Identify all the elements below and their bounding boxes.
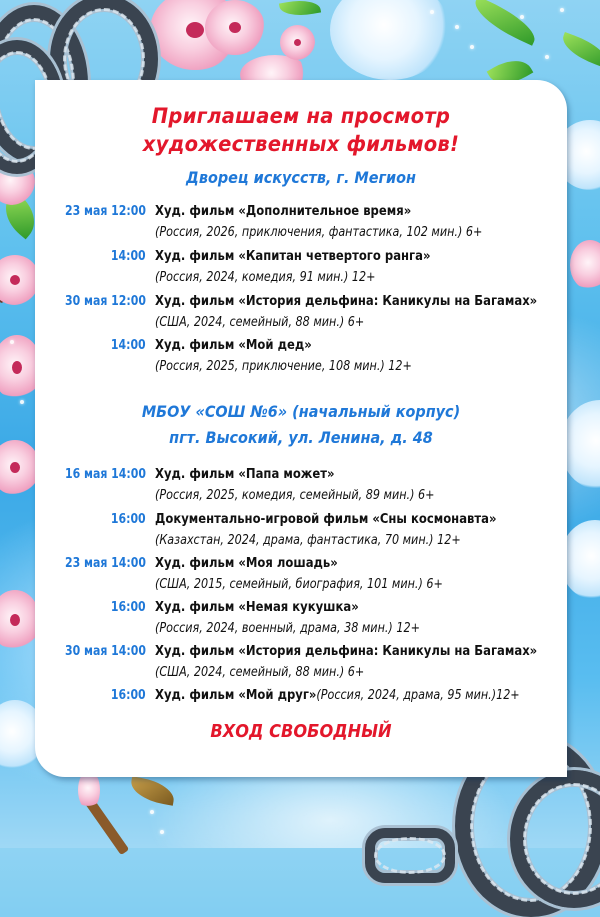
pale-blossom-decoration	[330, 0, 450, 80]
film-info: (США, 2024, семейный, 88 мин.) 6+	[155, 315, 365, 330]
film-title: Худ. фильм «Папа может»	[155, 466, 335, 482]
film-info: (Россия, 2025, комедия, семейный, 89 мин.) 6+	[155, 488, 435, 503]
film-title: Худ. фильм «Мой дед»	[155, 337, 312, 353]
film-info: (Россия, 2026, приключения, фантастика, 102 мин.) 6+	[155, 225, 483, 240]
flower-stem-decoration	[81, 792, 129, 855]
screening-datetime: 14:00	[111, 337, 146, 353]
venue-heading: Дворец искусств, г. Мегион	[186, 168, 416, 187]
film-title: Худ. фильм «Капитан четвертого ранга»	[155, 248, 431, 264]
film-title: Худ. фильм «Мой друг»	[155, 687, 317, 703]
cherry-blossom-decoration	[205, 0, 265, 55]
film-info: (США, 2024, семейный, 88 мин.) 6+	[155, 665, 365, 680]
cherry-blossom-decoration	[0, 255, 40, 305]
screening-datetime: 16:00	[111, 687, 146, 703]
film-title: Худ. фильм «История дельфина: Каникулы на Багамах»	[155, 293, 538, 309]
cherry-blossom-decoration	[0, 160, 35, 205]
film-title: Худ. фильм «Моя лошадь»	[155, 555, 338, 571]
cherry-blossom-decoration	[0, 590, 40, 650]
free-entry-notice: ВХОД СВОБОДНЫЙ	[210, 721, 392, 742]
venue-heading: МБОУ «СОШ №6» (начальный корпус)	[141, 402, 461, 421]
branch-decoration	[9, 606, 32, 642]
film-title: Документально-игровой фильм «Сны космонавта»	[155, 511, 497, 527]
schedule-panel	[35, 80, 567, 777]
screening-datetime: 16:00	[111, 599, 146, 615]
film-title: Худ. фильм «Дополнительное время»	[155, 203, 412, 219]
poster-title	[54, 102, 549, 158]
screening-datetime: 23 мая 14:00	[65, 555, 146, 571]
cherry-blossom-decoration	[150, 0, 240, 70]
film-title: Худ. фильм «История дельфина: Каникулы на Багамах»	[155, 643, 538, 659]
leaf-decoration	[279, 0, 321, 19]
cherry-blossom-decoration	[280, 25, 315, 60]
screening-datetime: 14:00	[111, 248, 146, 264]
screening-datetime: 30 мая 12:00	[65, 293, 146, 309]
leaf-decoration	[128, 776, 176, 805]
venue-address: пгт. Высокий, ул. Ленина, д. 48	[169, 428, 433, 447]
leaf-decoration	[469, 0, 542, 46]
cherry-blossom-decoration	[0, 440, 40, 495]
leaf-decoration	[558, 32, 600, 68]
film-title-with-info	[155, 686, 520, 705]
screening-datetime: 23 мая 12:00	[65, 203, 146, 219]
screening-datetime: 16 мая 14:00	[65, 466, 146, 482]
film-reel-icon	[365, 828, 455, 883]
film-reel-icon	[510, 770, 600, 908]
film-info: (Россия, 2024, военный, драма, 38 мин.) 12+	[155, 621, 420, 636]
poster-title-line2: художественных фильмов!	[142, 132, 460, 156]
film-info: (Казахстан, 2024, драма, фантастика, 70 мин.) 12+	[155, 533, 461, 548]
film-info: (Россия, 2024, комедия, 91 мин.) 12+	[155, 270, 376, 285]
screening-datetime: 16:00	[111, 511, 146, 527]
film-info: (Россия, 2025, приключение, 108 мин.) 12+	[155, 359, 412, 374]
film-info: (Россия, 2024, драма, 95 мин.)12+	[316, 688, 520, 703]
poster-title-line1: Приглашаем на просмотр	[151, 104, 451, 128]
film-info: (США, 2015, семейный, биография, 101 мин.) 6+	[155, 577, 443, 592]
film-title: Худ. фильм «Немая кукушка»	[155, 599, 359, 615]
cherry-blossom-decoration	[570, 240, 600, 290]
screening-datetime: 30 мая 14:00	[65, 643, 146, 659]
